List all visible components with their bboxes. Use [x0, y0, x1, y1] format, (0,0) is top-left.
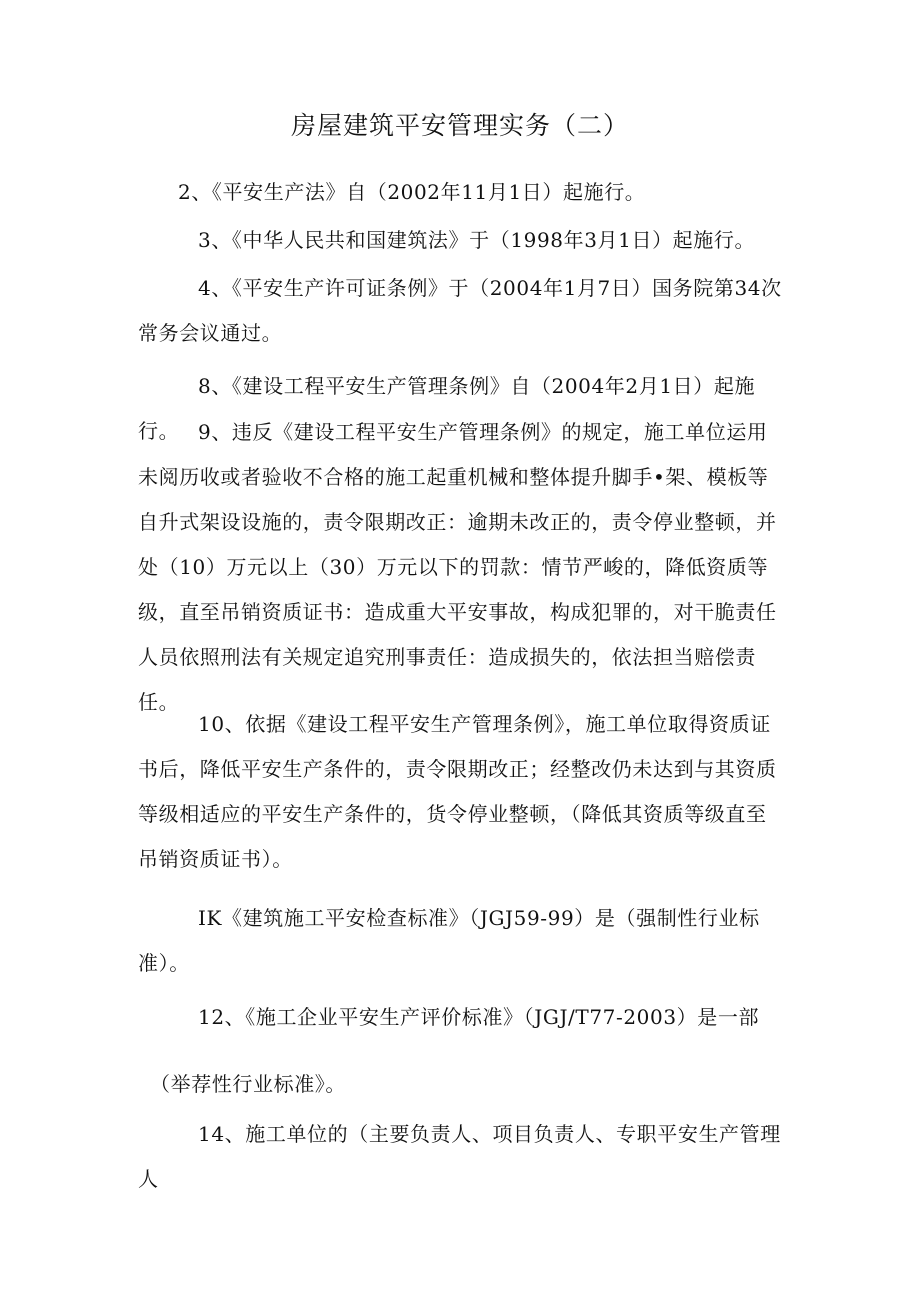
paragraph-item-14: 14、施工单位的（主要负责人、项目负责人、专职平安生产管理人 — [138, 1122, 781, 1191]
paragraph-item-10: 10、依据《建设工程平安生产管理条例》，施工单位取得资质证书后，降低平安生产条件的，责令限期改正；经整改仍未达到与其资质等级相适应的平安生产条件的，货令停业整顿，（降低其资质等级直至吊销资质证书）。 — [138, 712, 777, 871]
page-title: 房屋建筑平安管理实务（二） — [290, 111, 629, 140]
paragraph-item-3: 3、《中华人民共和国建筑法》于（1998年3月1日）起施行。 — [198, 228, 756, 252]
paragraph-item-12-continuation: （举荐性行业标准》。 — [150, 1072, 346, 1096]
paragraph-item-12: 12、《施工企业平安生产评价标准》（JGJ/T77-2003）是一部 — [198, 1005, 760, 1029]
paragraph-item-8: 8、《建设工程平安生产管理条例》自（2004年2月1日）起施行。 — [138, 374, 756, 443]
paragraph-item-11: IK《建筑施工平安检查标准》（JGJ59-99）是（强制性行业标准）。 — [138, 906, 760, 975]
paragraph-item-2: 2、《平安生产法》自（2002年11月1日）起施行。 — [178, 180, 646, 204]
paragraph-item-4: 4、《平安生产许可证条例》于（2004年1月7日）国务院第34次常务会议通过。 — [138, 276, 782, 345]
paragraph-item-9: 9、违反《建设工程平安生产管理条例》的规定，施工单位运用未阅历收或者验收不合格的施工起重机械和整体提升脚手•架、模板等自升式架设设施的，责令限期改正：逾期未改正的，责令停业整顿，并处（10）万元以上（30）万元以下的罚款：情节严峻的，降低资质等级，直至吊销资质证书：造成重大平安事故，构成犯罪的，对干脆责任人员依照刑法有关规定追究刑事责任：造成损失的，依法担当赔偿责任。 — [138, 420, 777, 714]
